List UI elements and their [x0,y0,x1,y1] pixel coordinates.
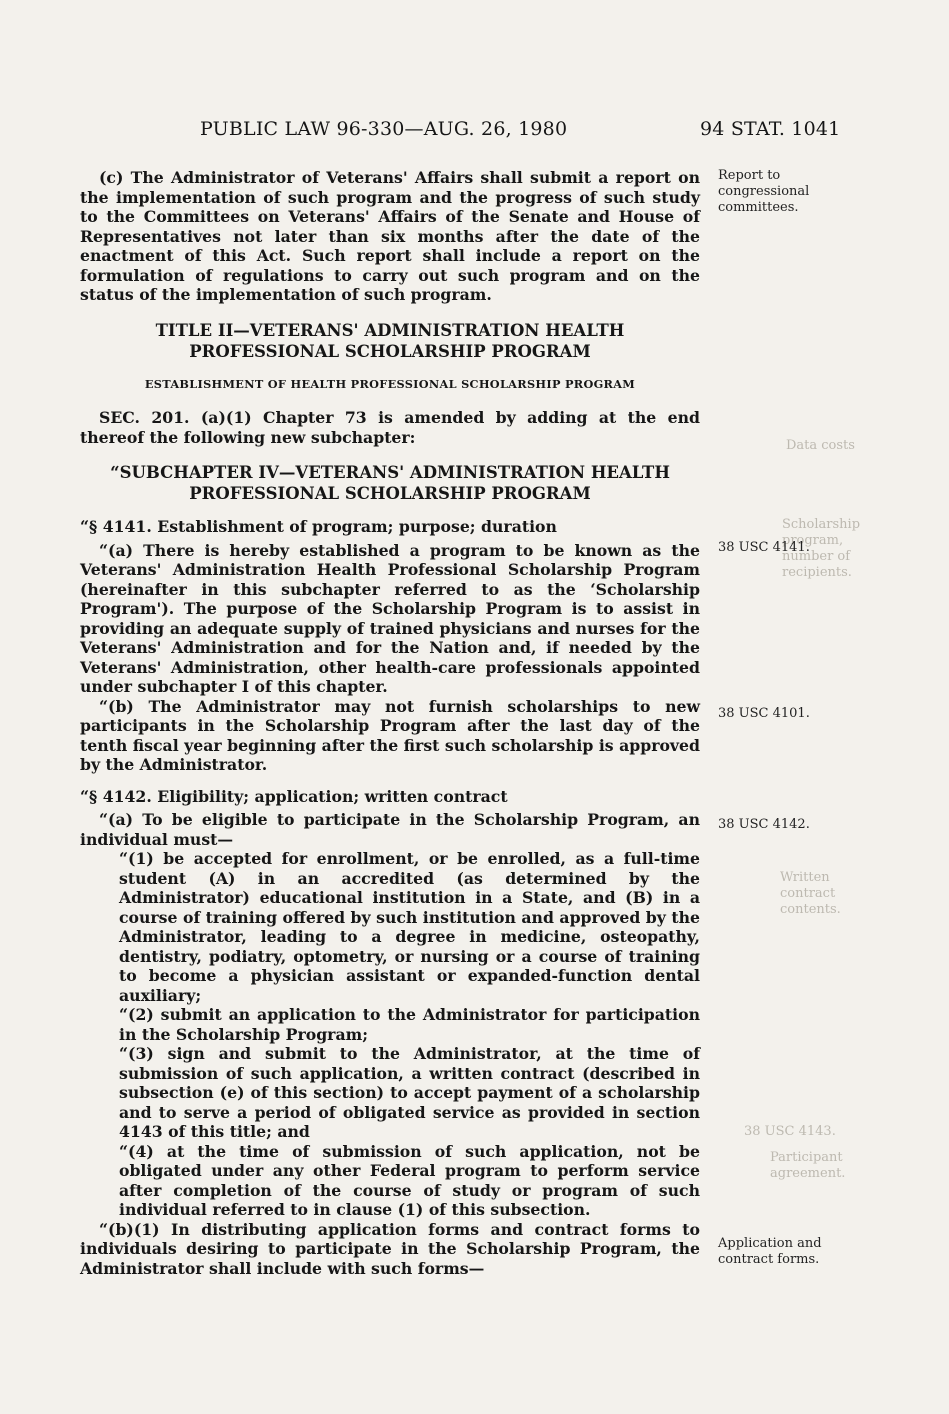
section-4142-heading: “§ 4142. Eligibility; application; written contract [80,786,508,806]
section-4142-b1: “(b)(1) In distributing application forms and contract forms to individuals desiring to participate in the Scholarship Program, the Administrator shall include with such forms— [80,1219,700,1278]
statute-page-number: 94 STAT. 1041 [700,118,841,140]
clause-2: “(2) submit an application to the Administrator for participation in the Scholarship Program; [119,1005,700,1044]
margin-note-usc4141: 38 USC 4141. [718,540,810,555]
margin-note-usc4142: 38 USC 4142. [718,817,810,832]
main-text-column [80,168,700,1278]
bleed-note-2: Scholarship program, number of recipients. [782,517,861,580]
running-title: PUBLIC LAW 96-330—AUG. 26, 1980 [200,118,568,140]
bleed-note-5: Participant agreement. [770,1150,846,1181]
subchapter-iv-heading: “SUBCHAPTER IV—VETERANS' ADMINISTRATION HEALTH PROFESSIONAL SCHOLARSHIP PROGRAM [110,463,670,503]
clause-1: “(1) be accepted for enrollment, or be enrolled, as a full-time student (A) in an accredited (as determined by the Administrator) educational institution in a State, and (B) in a course of training offered by such institution and approved by the Administrator, leading to a degree in medicine, osteopathy, dentistry, podiatry, optometry, or nursing or a course of training to become a physician assistant or expanded-function dental auxiliary; [119,849,700,1005]
section-4141-heading: “§ 4141. Establishment of program; purpose; duration [80,517,557,536]
page-header [0,118,949,148]
clause-4: “(4) at the time of submission of such application, not be obligated under any other Federal program to perform service after completion of the course of study or program of such individual referred to in clause (1) of this subsection. [119,1141,700,1219]
section-201: SEC. 201. (a)(1) Chapter 73 is amended by adding at the end thereof the following new subchapter: [80,408,700,447]
bleed-note-4: 38 USC 4143. [744,1124,836,1139]
paragraph-c: (c) The Administrator of Veterans' Affairs shall submit a report on the implementation of such program and the progress of such study to the Committees on Veterans' Affairs of the Senate and House of Representatives not later than six months after the date of the enactment of this Act. Such report shall include a report on the formulation of regulations to carry out such program and on the status of the implementation of such program. [80,168,700,304]
bleed-note-3: Written contract contents. [780,870,841,917]
margin-note-usc4101: 38 USC 4101. [718,706,810,721]
section-4141-b: “(b) The Administrator may not furnish scholarships to new participants in the Scholarship Program after the last day of the tenth fiscal year beginning after the first such scholarship is approved by the Administrator. [80,696,700,774]
establishment-heading: ESTABLISHMENT OF HEALTH PROFESSIONAL SCHOLARSHIP PROGRAM [144,376,636,391]
margin-note-report: Report to congressional committees. [718,168,810,215]
section-4142-a: “(a) To be eligible to participate in the Scholarship Program, an individual must— [80,810,700,849]
title-ii-heading: TITLE II—VETERANS' ADMINISTRATION HEALTH PROFESSIONAL SCHOLARSHIP PROGRAM [155,320,625,361]
clause-3: “(3) sign and submit to the Administrator, at the time of submission of such application, a written contract (described in subsection (e) of this section) to accept payment of a scholarship and to serve a period of obligated service as provided in section 4143 of this title; and [119,1044,700,1141]
bleed-note-1: Data costs [786,438,855,453]
section-4141-a: “(a) There is hereby established a program to be known as the Veterans' Administration Health Professional Scholarship Program (hereinafter in this subchapter referred to as the ‘Scholarship Program'). The purpose of the Scholarship Program is to assist in providing an adequate supply of trained physicians and nurses for the Veterans' Administration and for the Nation and, if needed by the Veterans' Administration, other health-care professionals appointed under subchapter I of this chapter. [80,540,700,696]
margin-note-forms: Application and contract forms. [718,1236,822,1267]
